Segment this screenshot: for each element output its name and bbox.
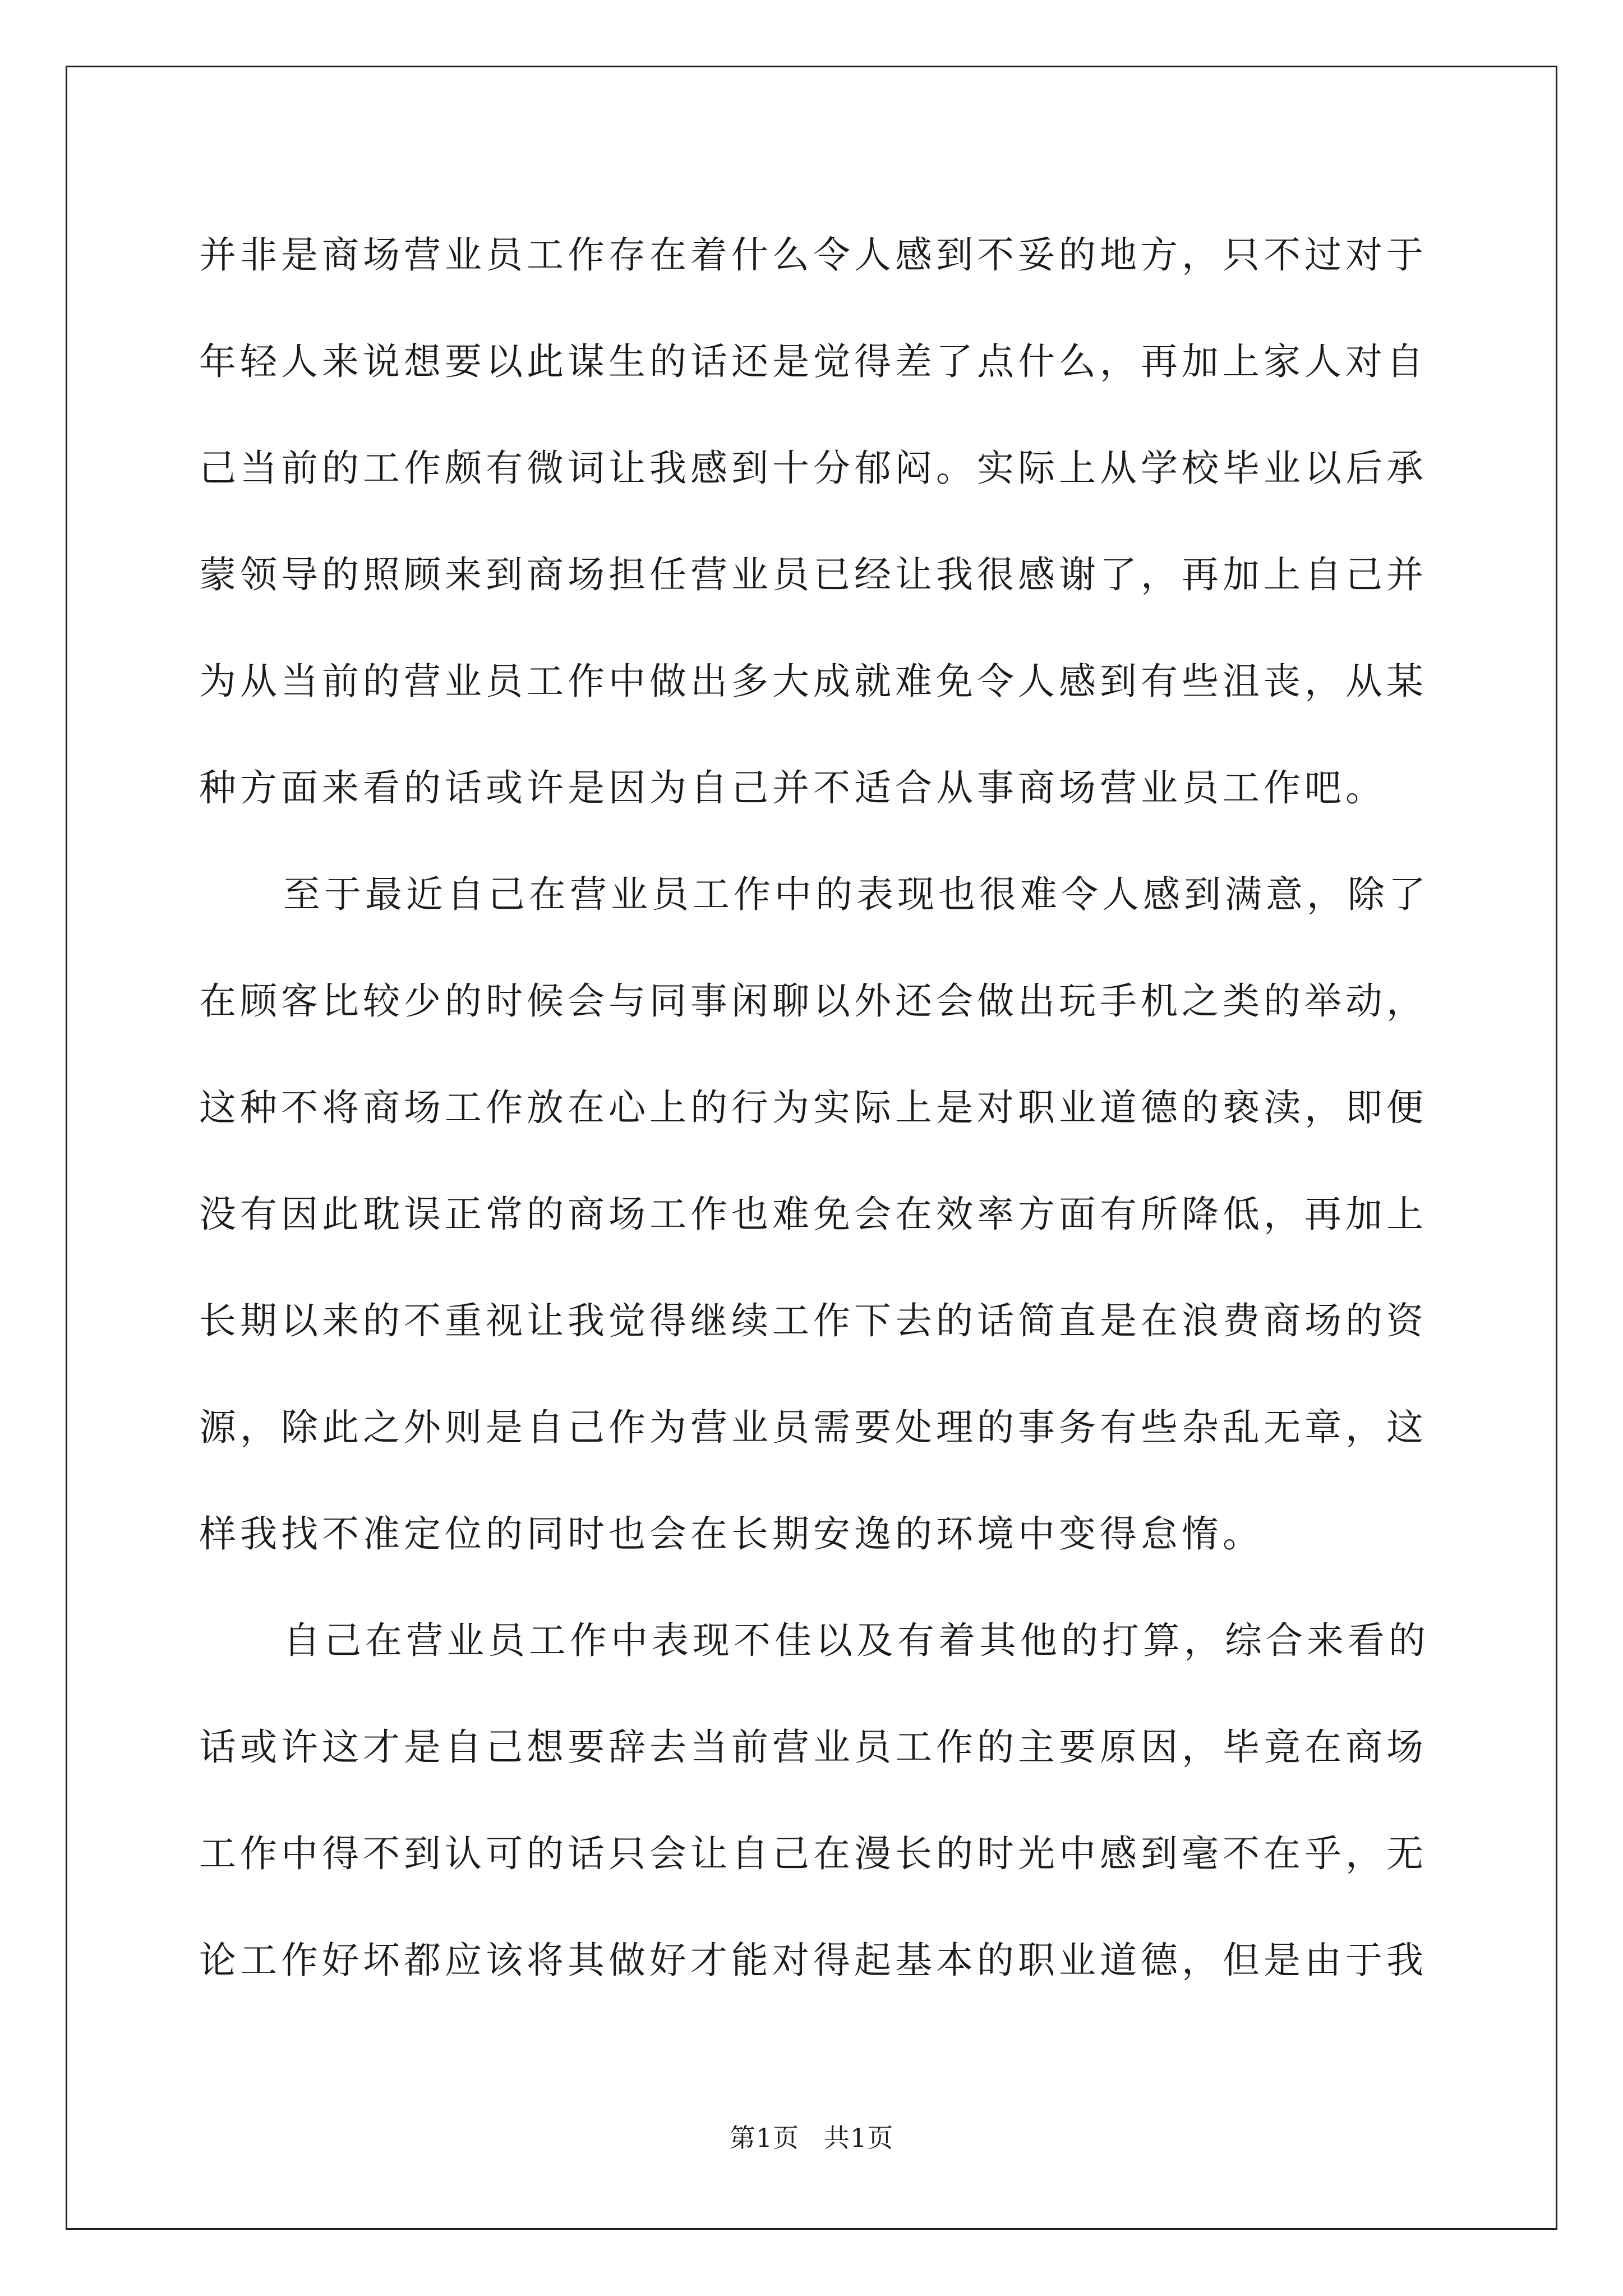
page-total: 共1页 bbox=[824, 2123, 894, 2153]
page-footer bbox=[0, 2118, 1623, 2155]
text-line: 话或许这才是自己想要辞去当前营业员工作的主要原因，毕竟在商场 bbox=[199, 1726, 1427, 1769]
text-line: 至于最近自己在营业员工作中的表现也很难令人感到满意，除了 bbox=[283, 873, 1430, 916]
paragraph-1 bbox=[199, 202, 1427, 841]
text-line: 己当前的工作颇有微词让我感到十分郁闷。实际上从学校毕业以后承 bbox=[199, 447, 1427, 490]
page-number: 第1页 bbox=[729, 2123, 799, 2153]
text-line: 没有因此耽误正常的商场工作也难免会在效率方面有所降低，再加上 bbox=[199, 1193, 1427, 1236]
text-line: 自己在营业员工作中表现不佳以及有着其他的打算，综合来看的 bbox=[283, 1619, 1430, 1662]
text-line: 工作中得不到认可的话只会让自己在漫长的时光中感到毫不在乎，无 bbox=[199, 1832, 1427, 1875]
paragraph-3 bbox=[199, 1588, 1430, 2014]
text-line: 论工作好坏都应该将其做好才能对得起基本的职业道德，但是由于我 bbox=[199, 1939, 1427, 1982]
text-line: 在顾客比较少的时候会与同事闲聊以外还会做出玩手机之类的举动， bbox=[199, 979, 1427, 1023]
text-line: 样我找不准定位的同时也会在长期安逸的环境中变得怠惰。 bbox=[199, 1512, 1264, 1556]
text-line: 长期以来的不重视让我觉得继续工作下去的话简直是在浪费商场的资 bbox=[199, 1299, 1427, 1342]
text-line: 年轻人来说想要以此谋生的话还是觉得差了点什么，再加上家人对自 bbox=[199, 340, 1427, 383]
text-line: 种方面来看的话或许是因为自己并不适合从事商场营业员工作吧。 bbox=[199, 766, 1386, 809]
text-line: 蒙领导的照顾来到商场担任营业员已经让我很感谢了，再加上自己并 bbox=[199, 553, 1427, 596]
paragraph-2 bbox=[199, 841, 1430, 1588]
text-line: 为从当前的营业员工作中做出多大成就难免令人感到有些沮丧，从某 bbox=[199, 660, 1427, 703]
text-line: 源，除此之外则是自己作为营业员需要处理的事务有些杂乱无章，这 bbox=[199, 1406, 1427, 1449]
text-line: 并非是商场营业员工作存在着什么令人感到不妥的地方，只不过对于 bbox=[199, 233, 1427, 277]
document-body bbox=[199, 202, 1430, 2014]
text-line: 这种不将商场工作放在心上的行为实际上是对职业道德的亵渎，即便 bbox=[199, 1086, 1427, 1129]
